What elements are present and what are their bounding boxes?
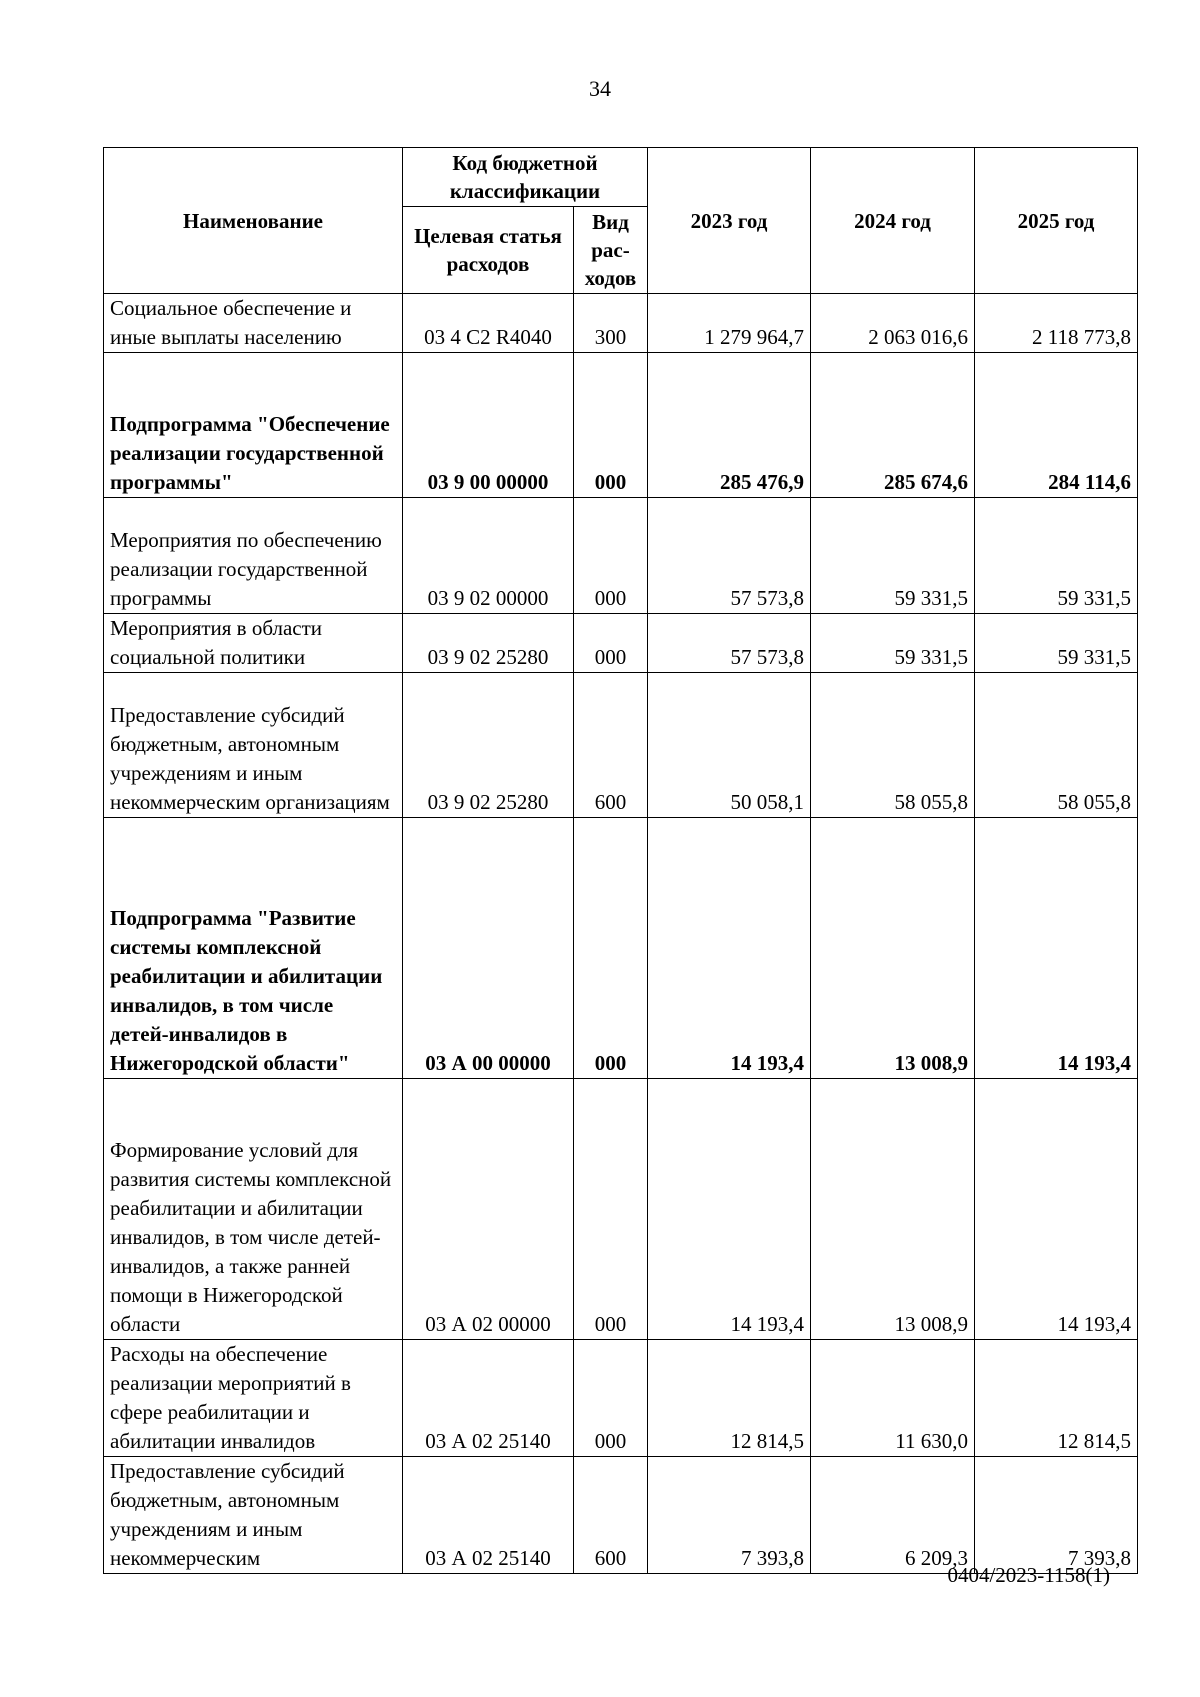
row-value-2025: 59 331,5 (975, 498, 1138, 614)
table-row (104, 498, 1138, 614)
row-value-2023: 57 573,8 (648, 498, 811, 614)
header-expense-type: Вид рас-ходов (574, 207, 648, 294)
row-value-2023: 14 193,4 (648, 818, 811, 1079)
row-value-2023: 285 476,9 (648, 353, 811, 498)
table-row (104, 818, 1138, 1079)
row-expense-type: 000 (574, 1079, 648, 1340)
row-target-article: 03 А 00 00000 (403, 818, 574, 1079)
row-value-2024: 59 331,5 (811, 614, 975, 673)
row-target-article: 03 9 02 25280 (403, 614, 574, 673)
row-value-2025: 284 114,6 (975, 353, 1138, 498)
row-name: Подпрограмма "Развитие системы комплексной реабилитации и абилитации инвалидов, в том числе детей-инвалидов в Нижегородской области" (104, 818, 403, 1079)
row-expense-type: 000 (574, 1340, 648, 1457)
table-row (104, 353, 1138, 498)
row-value-2025: 58 055,8 (975, 673, 1138, 818)
row-value-2024: 2 063 016,6 (811, 294, 975, 353)
row-value-2024: 285 674,6 (811, 353, 975, 498)
header-name: Наименование (104, 148, 403, 294)
row-target-article: 03 А 02 25140 (403, 1340, 574, 1457)
row-expense-type: 000 (574, 818, 648, 1079)
budget-table (103, 147, 1138, 1574)
row-target-article: 03 9 02 25280 (403, 673, 574, 818)
row-name: Мероприятия по обеспечению реализации государственной программы (104, 498, 403, 614)
header-year-2024: 2024 год (811, 148, 975, 294)
row-name: Предоставление субсидий бюджетным, автономным учреждениям и иным некоммерческим организациям (104, 673, 403, 818)
table-row (104, 614, 1138, 673)
table-row (104, 1340, 1138, 1457)
table-row (104, 294, 1138, 353)
row-name: Социальное обеспечение и иные выплаты населению (104, 294, 403, 353)
row-value-2025: 12 814,5 (975, 1340, 1138, 1457)
row-target-article: 03 4 C2 R4040 (403, 294, 574, 353)
row-value-2024: 13 008,9 (811, 1079, 975, 1340)
row-name: Формирование условий для развития системы комплексной реабилитации и абилитации инвалидов, в том числе детей-инвалидов, а также ранней помощи в Нижегородской области (104, 1079, 403, 1340)
row-value-2023: 50 058,1 (648, 673, 811, 818)
row-expense-type: 300 (574, 294, 648, 353)
row-value-2025: 14 193,4 (975, 1079, 1138, 1340)
row-name: Подпрограмма "Обеспечение реализации государственной программы" (104, 353, 403, 498)
row-target-article: 03 А 02 25140 (403, 1457, 574, 1574)
table-body (104, 294, 1138, 1574)
row-value-2023: 57 573,8 (648, 614, 811, 673)
row-value-2023: 1 279 964,7 (648, 294, 811, 353)
row-target-article: 03 А 02 00000 (403, 1079, 574, 1340)
row-name: Предоставление субсидий бюджетным, автономным учреждениям и иным некоммерческим (104, 1457, 403, 1574)
row-value-2024: 13 008,9 (811, 818, 975, 1079)
row-value-2024: 59 331,5 (811, 498, 975, 614)
table-row (104, 1079, 1138, 1340)
row-value-2024: 11 630,0 (811, 1340, 975, 1457)
row-value-2023: 14 193,4 (648, 1079, 811, 1340)
header-year-2025: 2025 год (975, 148, 1138, 294)
row-target-article: 03 9 00 00000 (403, 353, 574, 498)
table-row (104, 1457, 1138, 1574)
header-classification: Код бюджетной классификации (403, 148, 648, 207)
row-target-article: 03 9 02 00000 (403, 498, 574, 614)
row-value-2023: 12 814,5 (648, 1340, 811, 1457)
row-name: Мероприятия в области социальной политики (104, 614, 403, 673)
header-year-2023: 2023 год (648, 148, 811, 294)
row-value-2025: 59 331,5 (975, 614, 1138, 673)
row-expense-type: 000 (574, 498, 648, 614)
row-value-2025: 2 118 773,8 (975, 294, 1138, 353)
row-expense-type: 000 (574, 614, 648, 673)
header-target-article: Целевая статья расходов (403, 207, 574, 294)
page-number: 34 (589, 76, 611, 101)
row-value-2024: 6 209,3 (811, 1457, 975, 1574)
row-name: Расходы на обеспечение реализации мероприятий в сфере реабилитации и абилитации инвалидов (104, 1340, 403, 1457)
row-expense-type: 600 (574, 1457, 648, 1574)
row-value-2025: 7 393,8 (975, 1457, 1138, 1574)
document-id: 0404/2023-1158(1) (947, 1563, 1110, 1587)
row-value-2024: 58 055,8 (811, 673, 975, 818)
table-row (104, 673, 1138, 818)
row-expense-type: 000 (574, 353, 648, 498)
row-value-2023: 7 393,8 (648, 1457, 811, 1574)
row-value-2025: 14 193,4 (975, 818, 1138, 1079)
row-expense-type: 600 (574, 673, 648, 818)
